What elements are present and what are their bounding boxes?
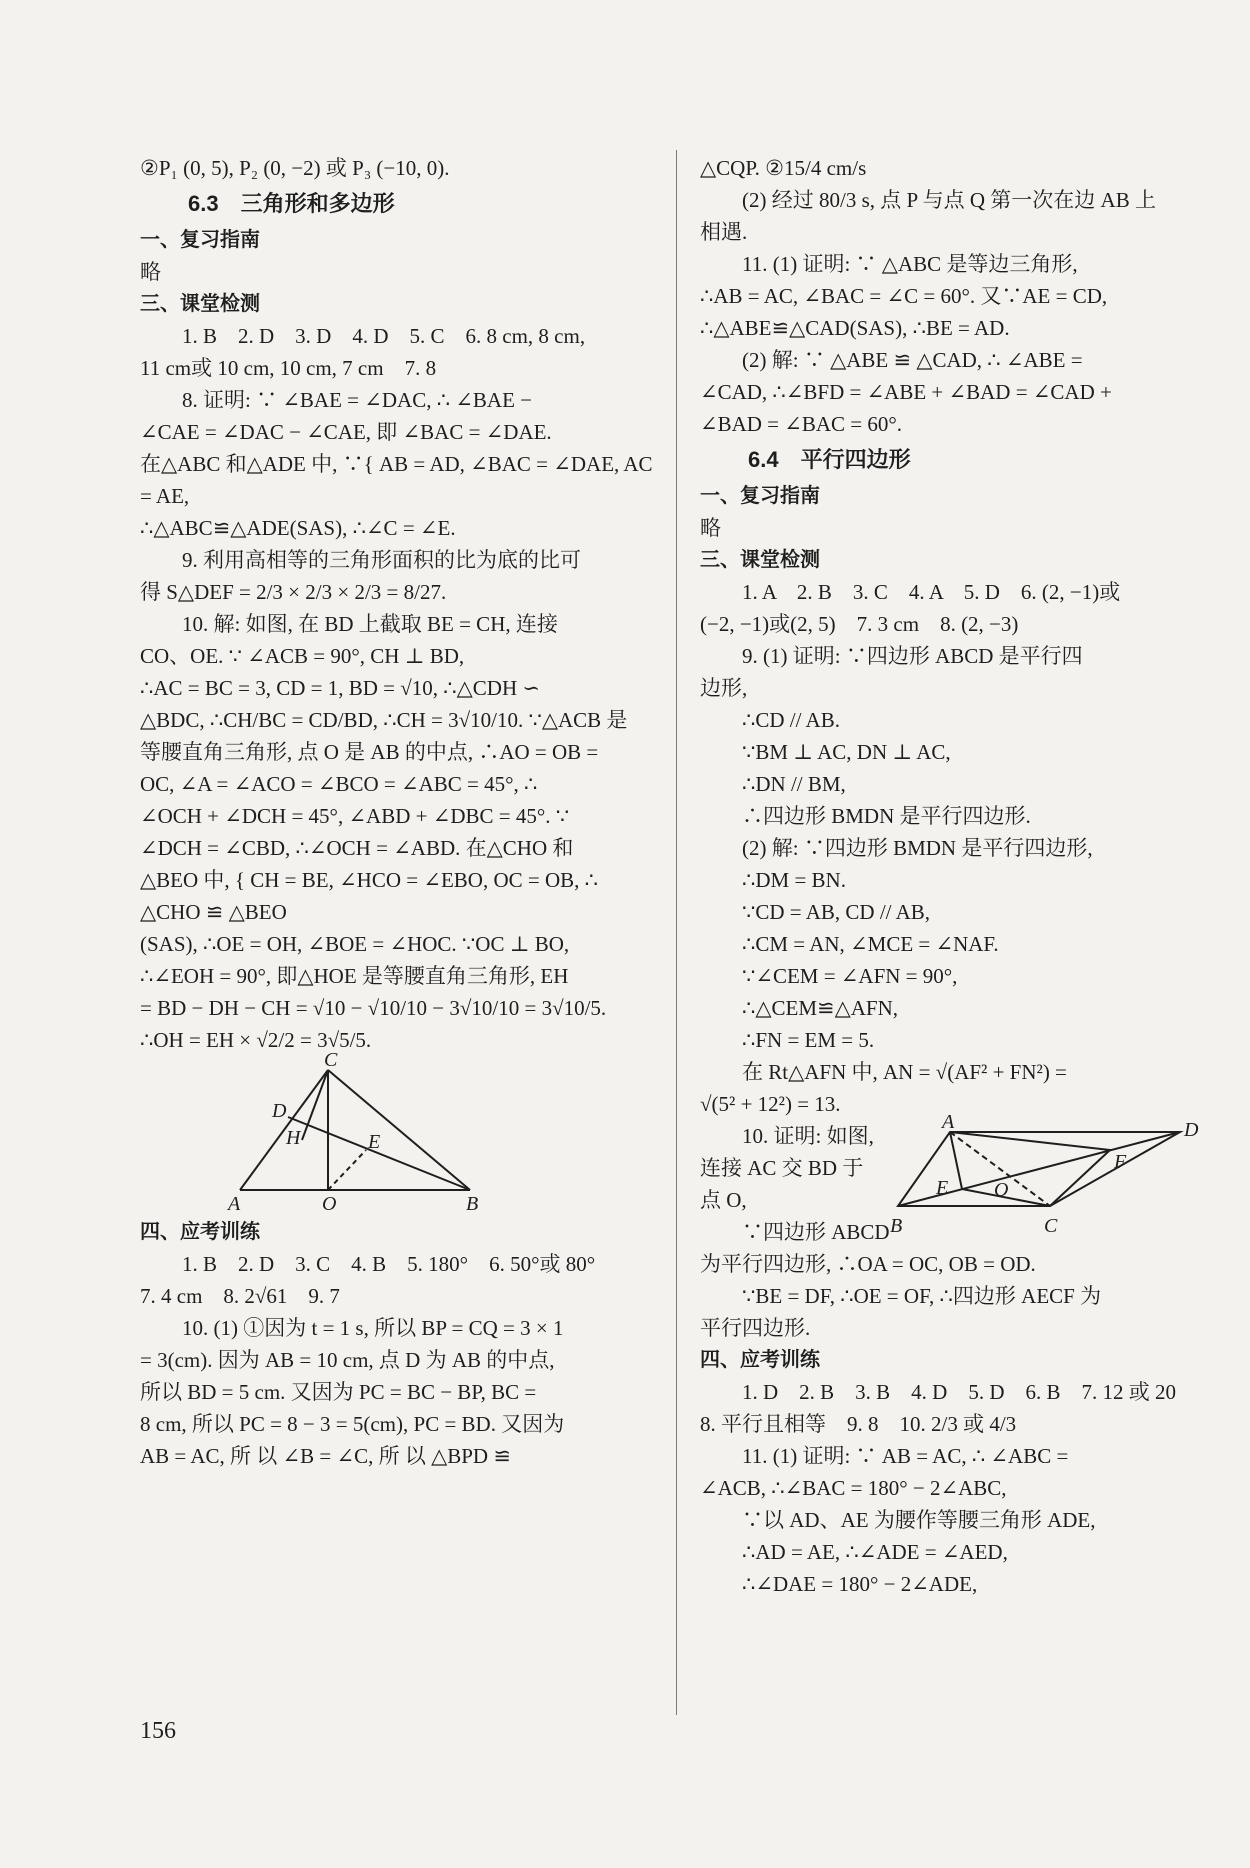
figure-label-d: D xyxy=(1184,1119,1199,1141)
text-line: ∴△ABE≌△CAD(SAS), ∴BE = AD. xyxy=(700,316,1010,340)
text-line: 相遇. xyxy=(700,220,748,244)
column-divider xyxy=(676,150,677,1715)
text-line: 11. (1) 证明: ∵ △ABC 是等边三角形, xyxy=(742,252,1078,276)
text-line: = 3(cm). 因为 AB = 10 cm, 点 D 为 AB 的中点, xyxy=(140,1348,555,1372)
text-line: ∴DM = BN. xyxy=(742,868,846,892)
text-line: ∴OH = EH × √2/2 = 3√5/5. xyxy=(140,1028,372,1052)
text-line: (2) 经过 80/3 s, 点 P 与点 Q 第一次在边 AB 上 xyxy=(742,188,1156,212)
text-line: △BDC, ∴CH/BC = CD/BD, ∴CH = 3√10/10. ∵△ACB 是 xyxy=(140,708,628,732)
figure-label-b: B xyxy=(466,1193,479,1215)
triangle-figure xyxy=(140,1049,660,1215)
text-line: (−2, −1)或(2, 5) 7. 3 cm 8. (2, −3) xyxy=(700,612,1019,636)
figure-label-o: O xyxy=(994,1179,1009,1201)
figure-label-e: E xyxy=(936,1177,949,1199)
right-column xyxy=(700,152,1220,1600)
text-line: 11 cm或 10 cm, 10 cm, 7 cm 7. 8 xyxy=(140,356,437,380)
text-line: 在△ABC 和△ADE 中, ∵{ AB = AD, ∠BAC = ∠DAE, AC = AE, xyxy=(140,452,658,508)
text-line: CO、OE. ∵ ∠ACB = 90°, CH ⊥ BD, xyxy=(140,644,465,668)
text-line: ∠DCH = ∠CBD, ∴∠OCH = ∠ABD. 在△CHO 和 xyxy=(140,836,574,860)
text-line: ∴AD = AE, ∴∠ADE = ∠AED, xyxy=(742,1540,1008,1564)
section-heading: 6.3 三角形和多边形 xyxy=(188,191,395,216)
text-line: ∴CD // AB. xyxy=(742,708,840,732)
figure-label-c: C xyxy=(1044,1215,1058,1237)
subsection-heading: 三、课堂检测 xyxy=(700,549,820,571)
text-line: 7. 4 cm 8. 2√61 9. 7 xyxy=(140,1284,340,1308)
text-line: 连接 AC 交 BD 于 xyxy=(700,1156,864,1180)
text-line: (2) 解: ∵四边形 BMDN 是平行四边形, xyxy=(742,836,1093,860)
figure-label-e: E xyxy=(368,1131,381,1153)
text-line: ∵BM ⊥ AC, DN ⊥ AC, xyxy=(742,740,951,764)
text-line: ∴△ABC≌△ADE(SAS), ∴∠C = ∠E. xyxy=(140,516,456,540)
text-line: (SAS), ∴OE = OH, ∠BOE = ∠HOC. ∵OC ⊥ BO, xyxy=(140,932,570,956)
figure-label-a: A xyxy=(228,1193,241,1215)
text-line: ∠CAE = ∠DAC − ∠CAE, 即 ∠BAC = ∠DAE. xyxy=(140,420,552,444)
figure-label-b: B xyxy=(890,1215,903,1237)
text-line: ∴FN = EM = 5. xyxy=(742,1028,875,1052)
text-line: 在 Rt△AFN 中, AN = √(AF² + FN²) = xyxy=(742,1060,1067,1084)
text-line: ②P₁ (0, 5), P₂ (0, −2) 或 P₃ (−10, 0). xyxy=(140,156,450,180)
text-line: ∵四边形 ABCD xyxy=(742,1220,890,1244)
text-line: 8. 证明: ∵ ∠BAE = ∠DAC, ∴ ∠BAE − xyxy=(182,388,533,412)
text-line: = BD − DH − CH = √10 − √10/10 − 3√10/10 = 3√10/5. xyxy=(140,996,607,1020)
text-line: ∠BAD = ∠BAC = 60°. xyxy=(700,412,903,436)
text-line: △BEO 中, { CH = BE, ∠HCO = ∠EBO, OC = OB, ∴ △CHO ≌ △BEO xyxy=(140,868,604,924)
subsection-heading: 四、应考训练 xyxy=(140,1221,260,1243)
text-line: 点 O, xyxy=(700,1188,747,1212)
text-line: ∵BE = DF, ∴OE = OF, ∴四边形 AECF 为 xyxy=(742,1284,1102,1308)
text-line: 所以 BD = 5 cm. 又因为 PC = BC − BP, BC = xyxy=(140,1380,537,1404)
text-line: 9. (1) 证明: ∵四边形 ABCD 是平行四 xyxy=(742,644,1083,668)
text-line: ∴∠DAE = 180° − 2∠ADE, xyxy=(742,1572,978,1596)
text-line: 边形, xyxy=(700,676,748,700)
text-line: 为平行四边形, ∴OA = OC, OB = OD. xyxy=(700,1252,1036,1276)
text-line: ∠OCH + ∠DCH = 45°, ∠ABD + ∠DBC = 45°. ∵ xyxy=(140,804,570,828)
figure-label-d: D xyxy=(272,1100,287,1122)
figure-label-h: H xyxy=(286,1127,301,1149)
text-line: (2) 解: ∵ △ABE ≌ △CAD, ∴ ∠ABE = xyxy=(742,348,1083,372)
text-line: 1. B 2. D 3. D 4. D 5. C 6. 8 cm, 8 cm, xyxy=(182,324,586,348)
text-line: 平行四边形. xyxy=(700,1316,811,1340)
text-line: OC, ∠A = ∠ACO = ∠BCO = ∠ABC = 45°, ∴ xyxy=(140,772,538,796)
text-line: ∵CD = AB, CD // AB, xyxy=(742,900,930,924)
subsection-heading: 四、应考训练 xyxy=(700,1349,820,1371)
subsection-heading: 三、课堂检测 xyxy=(140,293,260,315)
text-line: 略 xyxy=(700,516,721,540)
text-line: 9. 利用高相等的三角形面积的比为底的比可 xyxy=(182,548,581,572)
text-line: 8. 平行且相等 9. 8 10. 2/3 或 4/3 xyxy=(700,1412,1017,1436)
text-line: ∠ACB, ∴∠BAC = 180° − 2∠ABC, xyxy=(700,1476,1007,1500)
text-line: ∴AB = AC, ∠BAC = ∠C = 60°. 又∵AE = CD, xyxy=(700,284,1108,308)
left-column xyxy=(140,152,660,1472)
subsection-heading: 一、复习指南 xyxy=(700,485,820,507)
figure-label-f: F xyxy=(1114,1151,1127,1173)
text-line: ∵以 AD、AE 为腰作等腰三角形 ADE, xyxy=(742,1508,1096,1532)
text-line: 1. B 2. D 3. C 4. B 5. 180° 6. 50°或 80° xyxy=(182,1252,596,1276)
text-line: 等腰直角三角形, 点 O 是 AB 的中点, ∴AO = OB = xyxy=(140,740,599,764)
text-line: ∴AC = BC = 3, CD = 1, BD = √10, ∴△CDH ∽ xyxy=(140,676,540,700)
text-line: 10. 解: 如图, 在 BD 上截取 BE = CH, 连接 xyxy=(182,612,558,636)
parallelogram-figure xyxy=(890,1111,1210,1244)
text-line: ∠CAD, ∴∠BFD = ∠ABE + ∠BAD = ∠CAD + xyxy=(700,380,1112,404)
text-line: ∴四边形 BMDN 是平行四边形. xyxy=(742,804,1031,828)
page-number: 156 xyxy=(140,1718,176,1744)
text-line: ∴∠EOH = 90°, 即△HOE 是等腰直角三角形, EH xyxy=(140,964,569,988)
text-line: ∴CM = AN, ∠MCE = ∠NAF. xyxy=(742,932,999,956)
text-line: 11. (1) 证明: ∵ AB = AC, ∴ ∠ABC = xyxy=(742,1444,1069,1468)
text-line: AB = AC, 所 以 ∠B = ∠C, 所 以 △BPD ≌ xyxy=(140,1444,511,1468)
text-line: 1. D 2. B 3. B 4. D 5. D 6. B 7. 12 或 20 xyxy=(742,1380,1177,1404)
figure-label-a: A xyxy=(942,1111,955,1133)
text-line: △CQP. ②15/4 cm/s xyxy=(700,156,867,180)
text-line: 1. A 2. B 3. C 4. A 5. D 6. (2, −1)或 xyxy=(742,580,1121,604)
text-line: √(5² + 12²) = 13. xyxy=(700,1092,841,1116)
text-line: ∵∠CEM = ∠AFN = 90°, xyxy=(742,964,958,988)
text-line: 得 S△DEF = 2/3 × 2/3 × 2/3 = 8/27. xyxy=(140,580,447,604)
text-line: ∴△CEM≌△AFN, xyxy=(742,996,899,1020)
text-line: 略 xyxy=(140,260,161,284)
figure-label-o: O xyxy=(322,1193,337,1215)
figure-label-c: C xyxy=(324,1049,338,1071)
text-line: 10. (1) ①因为 t = 1 s, 所以 BP = CQ = 3 × 1 xyxy=(182,1316,564,1340)
text-line: ∴DN // BM, xyxy=(742,772,846,796)
proof-with-figure xyxy=(700,1111,1220,1248)
section-heading: 6.4 平行四边形 xyxy=(748,447,911,472)
text-line: 10. 证明: 如图, xyxy=(742,1124,874,1148)
subsection-heading: 一、复习指南 xyxy=(140,229,260,251)
text-line: 8 cm, 所以 PC = 8 − 3 = 5(cm), PC = BD. 又因为 xyxy=(140,1412,565,1436)
